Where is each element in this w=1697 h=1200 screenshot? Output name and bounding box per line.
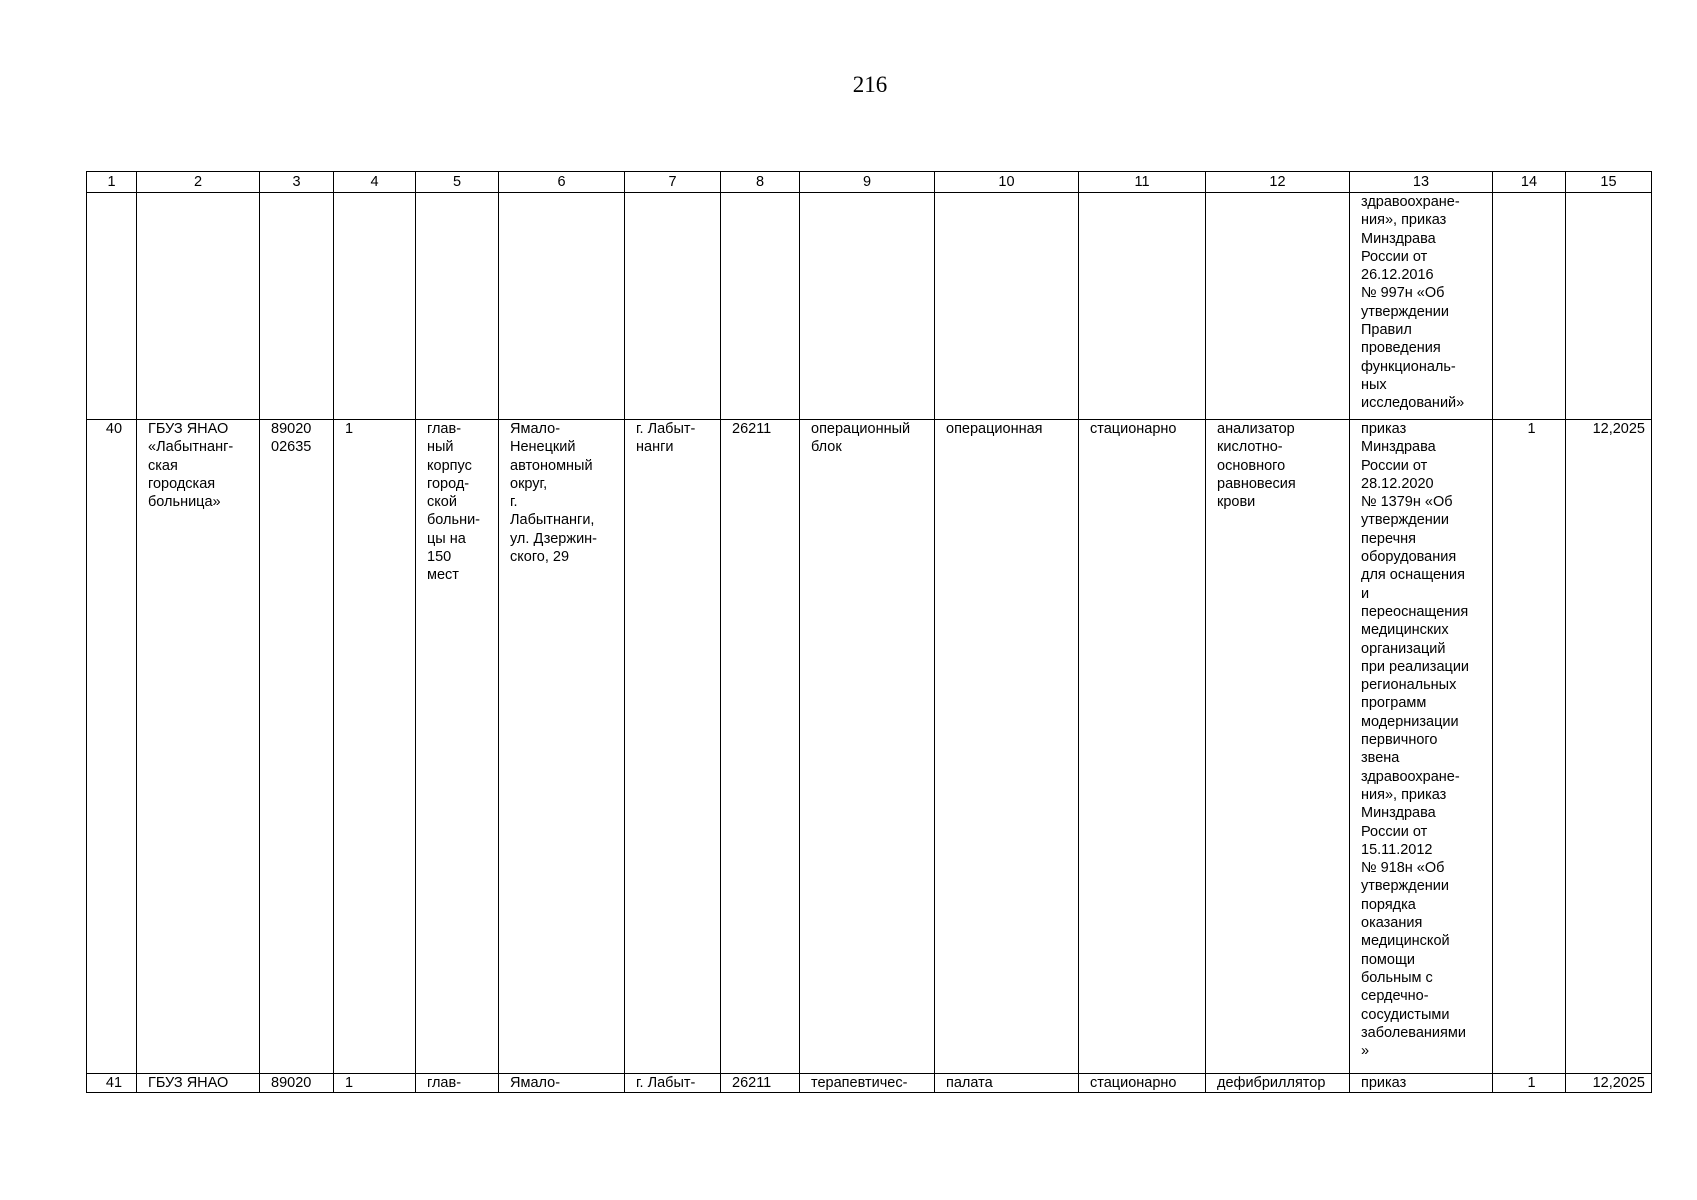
table-row-continuation xyxy=(87,193,1652,420)
cell-organization xyxy=(137,193,260,420)
cell-okato xyxy=(721,193,800,420)
cell-address: Ямало- xyxy=(499,1074,625,1093)
cell-okato: 26211 xyxy=(721,420,800,1074)
cell-care-form: стационарно xyxy=(1079,1074,1206,1093)
cell-department: операционный блок xyxy=(800,420,935,1074)
column-header: 12 xyxy=(1206,172,1350,193)
cell-department: терапевтичес- xyxy=(800,1074,935,1093)
cell-okato: 26211 xyxy=(721,1074,800,1093)
column-number-row xyxy=(87,172,1652,193)
cell-building xyxy=(416,193,499,420)
column-header: 10 xyxy=(935,172,1079,193)
cell-room: операционная xyxy=(935,420,1079,1074)
table-row xyxy=(87,1074,1652,1093)
cell-regulation: приказ Минздрава России от 28.12.2020 № 1379н «Об утверждении перечня оборудования для оснащения и переоснащения медицинских организаций при реализации региональных программ модернизации первичного звена здравоохране- ния», приказ Минздрава России от 15.11.2012 № 918н «Об утверждении порядка оказания медицинской помощи больным с сердечно- сосудистыми заболеваниями » xyxy=(1350,420,1493,1074)
cell-city xyxy=(625,193,721,420)
cell-quantity xyxy=(1493,193,1566,420)
equipment-table xyxy=(86,171,1652,1093)
column-header: 6 xyxy=(499,172,625,193)
column-header: 11 xyxy=(1079,172,1206,193)
column-header: 7 xyxy=(625,172,721,193)
page-number: 216 xyxy=(852,72,888,97)
cell-number: 40 xyxy=(87,420,137,1074)
column-header: 8 xyxy=(721,172,800,193)
cell-care-form: стационарно xyxy=(1079,420,1206,1074)
column-header: 14 xyxy=(1493,172,1566,193)
column-header: 3 xyxy=(260,172,334,193)
column-header: 15 xyxy=(1566,172,1652,193)
cell-organization: ГБУЗ ЯНАО xyxy=(137,1074,260,1093)
cell-code: 89020 02635 xyxy=(260,420,334,1074)
cell-room: палата xyxy=(935,1074,1079,1093)
table-row xyxy=(87,420,1652,1074)
cell-quantity: 1 xyxy=(1493,420,1566,1074)
cell-care-form xyxy=(1079,193,1206,420)
cell-room xyxy=(935,193,1079,420)
cell-count xyxy=(334,193,416,420)
cell-address: Ямало- Ненецкий автономный округ, г. Лабытнанги, ул. Дзержин- ского, 29 xyxy=(499,420,625,1074)
cell-count: 1 xyxy=(334,1074,416,1093)
cell-quantity: 1 xyxy=(1493,1074,1566,1093)
cell-regulation: здравоохране- ния», приказ Минздрава России от 26.12.2016 № 997н «Об утверждении Правил проведения функциональ- ных исследований» xyxy=(1350,193,1493,420)
column-header: 5 xyxy=(416,172,499,193)
cell-number: 41 xyxy=(87,1074,137,1093)
column-header: 1 xyxy=(87,172,137,193)
cell-equipment: анализатор кислотно- основного равновесия крови xyxy=(1206,420,1350,1074)
cell-equipment xyxy=(1206,193,1350,420)
column-header: 9 xyxy=(800,172,935,193)
cell-building: глав- xyxy=(416,1074,499,1093)
cell-code: 89020 xyxy=(260,1074,334,1093)
cell-building: глав- ный корпус город- ской больни- цы на 150 мест xyxy=(416,420,499,1074)
cell-address xyxy=(499,193,625,420)
cell-regulation: приказ xyxy=(1350,1074,1493,1093)
column-header: 4 xyxy=(334,172,416,193)
cell-organization: ГБУЗ ЯНАО «Лабытнанг- ская городская больница» xyxy=(137,420,260,1074)
cell-city: г. Лабыт- xyxy=(625,1074,721,1093)
cell-deadline xyxy=(1566,193,1652,420)
cell-deadline: 12,2025 xyxy=(1566,1074,1652,1093)
cell-department xyxy=(800,193,935,420)
cell-code xyxy=(260,193,334,420)
cell-count: 1 xyxy=(334,420,416,1074)
column-header: 2 xyxy=(137,172,260,193)
cell-city: г. Лабыт- нанги xyxy=(625,420,721,1074)
cell-number xyxy=(87,193,137,420)
cell-deadline: 12,2025 xyxy=(1566,420,1652,1074)
cell-equipment: дефибриллятор xyxy=(1206,1074,1350,1093)
column-header: 13 xyxy=(1350,172,1493,193)
